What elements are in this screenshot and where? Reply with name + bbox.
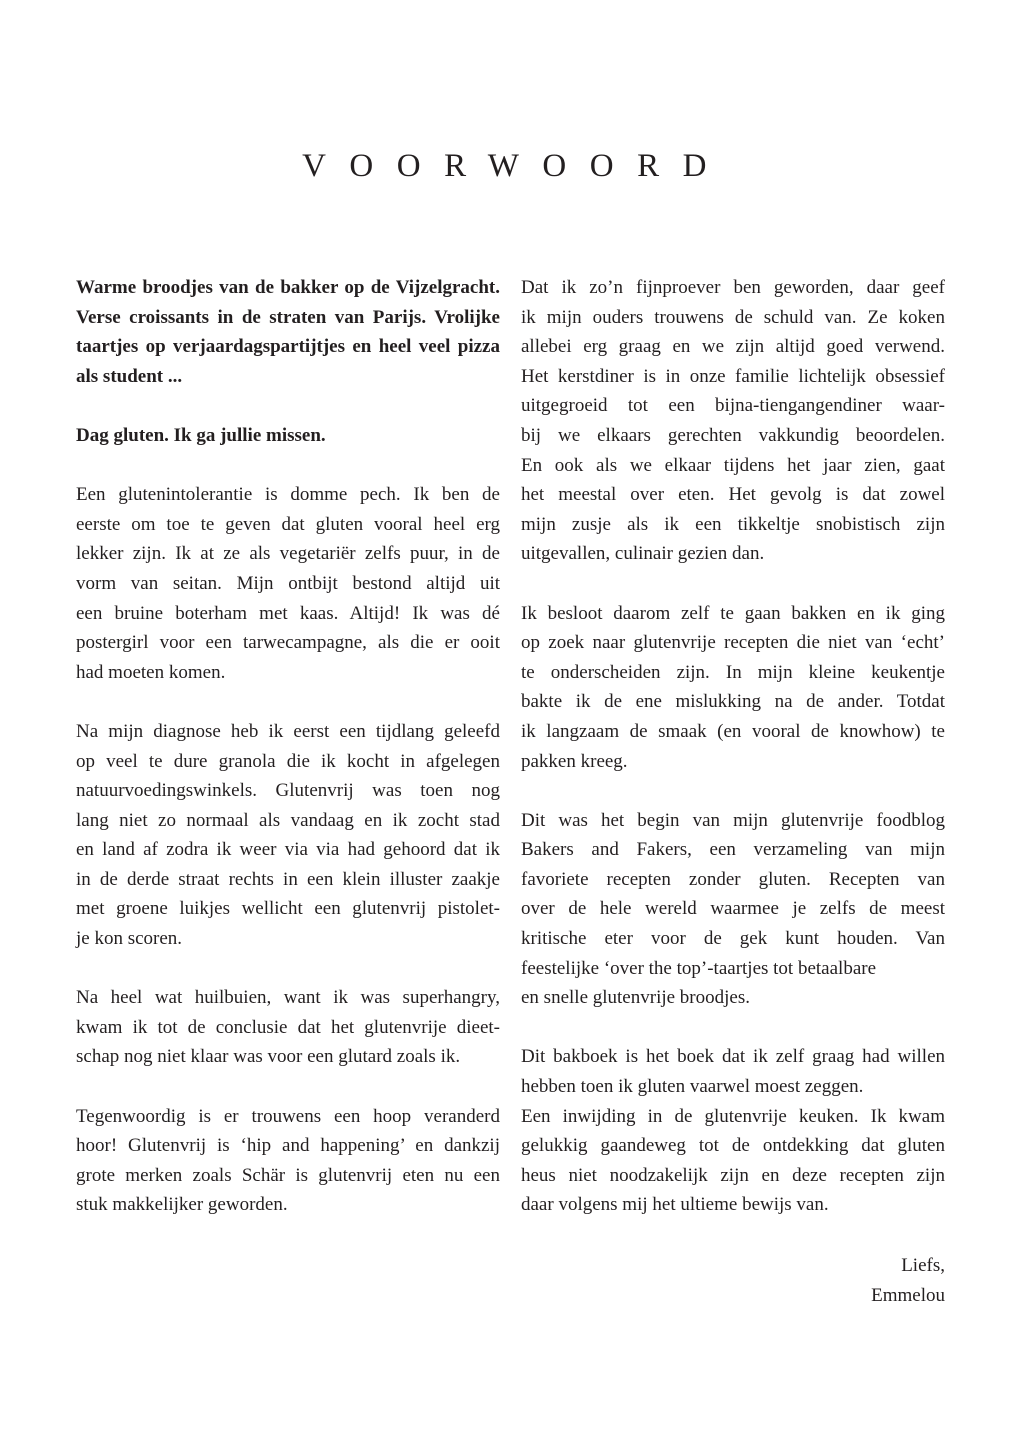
text-line: je kon scoren.: [76, 928, 183, 950]
text-line: ik langzaam de smaak (en vooral de knowhow) te: [521, 720, 945, 742]
text-line: taartjes op verjaardagspartijtjes en heel veel pizza: [76, 336, 500, 358]
text-line: favoriete recepten zonder gluten. Recepten van: [521, 868, 945, 890]
text-line: Bakers and Fakers, een verzameling van mijn: [521, 839, 945, 861]
text-line: op zoek naar glutenvrije recepten die niet van ‘echt’: [521, 632, 945, 654]
text-line: met groene luikjes wellicht een glutenvrij pistolet-: [76, 898, 500, 920]
text-line: schap nog niet klaar was voor een glutard zoals ik.: [76, 1046, 461, 1068]
text-line: uitgegroeid tot een bijna-tiengangendiner waar-: [521, 395, 945, 417]
text-line: feestelijke ‘over the top’-taartjes tot betaalbare: [521, 957, 877, 979]
text-line: Dit bakboek is het boek dat ik zelf graag had willen: [521, 1046, 945, 1068]
body-paragraph: [521, 273, 945, 569]
body-paragraph: [76, 983, 500, 1072]
intro-paragraph: [76, 273, 500, 391]
body-paragraph: [76, 480, 500, 687]
signoff-greeting: Liefs,: [901, 1255, 945, 1276]
text-line: daar volgens mij het ultieme bewijs van.: [521, 1194, 829, 1216]
text-line: eerste om toe te geven dat gluten vooral heel erg: [76, 513, 500, 535]
text-line: bakte ik de ene mislukking na de ander. Totdat: [521, 691, 945, 713]
text-line: had moeten komen.: [76, 661, 226, 683]
body-paragraph: [76, 717, 500, 954]
body-paragraph: [521, 599, 945, 777]
body-paragraph: [76, 1102, 500, 1220]
text-line: Warme broodjes van de bakker op de Vijzelgracht.: [76, 277, 500, 298]
text-line: vorm van seitan. Mijn ontbijt bestond altijd uit: [76, 572, 500, 594]
text-line: hebben toen ik gluten vaarwel moest zeggen.: [521, 1076, 864, 1098]
text-line: Een inwijding in de glutenvrije keuken. Ik kwam: [521, 1105, 945, 1127]
text-line: pakken kreeg.: [521, 750, 628, 772]
text-line: mijn zusje als ik een tikkeltje snobistisch zijn: [521, 513, 945, 535]
text-line: allebei erg graag en we zijn altijd goed verwend.: [521, 336, 945, 358]
text-line: Na heel wat huilbuien, want ik was superhangry,: [76, 987, 500, 1009]
body-paragraph: [521, 806, 945, 1013]
text-line: als student ...: [76, 365, 183, 387]
text-line: uitgevallen, culinair gezien dan.: [521, 543, 765, 565]
text-line: Het kerstdiner is in onze familie lichtelijk obsessief: [521, 365, 945, 387]
text-line: Verse croissants in de straten van Parijs. Vrolijke: [76, 306, 500, 328]
text-line: een bruine boterham met kaas. Altijd! Ik was dé: [76, 602, 500, 624]
intro-paragraph: [76, 421, 500, 451]
text-line: Een glutenintolerantie is domme pech. Ik ben de: [76, 484, 500, 506]
text-line: hoor! Glutenvrij is ‘hip and happening’ en dankzij: [76, 1135, 500, 1157]
text-line: lang niet zo normaal als vandaag en ik zocht stad: [76, 809, 500, 831]
text-line: te onderscheiden zijn. In mijn kleine keukentje: [521, 661, 945, 683]
text-line: op veel te dure granola die ik kocht in afgelegen: [76, 750, 500, 772]
page-title: VOORWOORD: [302, 148, 730, 184]
text-line: het meestal over eten. Het gevolg is dat zowel: [521, 484, 945, 506]
body-paragraph: [521, 1042, 945, 1220]
text-line: ik mijn ouders trouwens de schuld van. Ze koken: [521, 306, 945, 328]
text-line: postergirl voor een tarwecampagne, als die er ooit: [76, 632, 500, 654]
left-column: [76, 273, 500, 1250]
text-line: Dag gluten. Ik ga jullie missen.: [76, 424, 326, 446]
text-line: Dit was het begin van mijn glutenvrije foodblog: [521, 809, 945, 831]
text-line: Na mijn diagnose heb ik eerst een tijdlang geleefd: [76, 720, 500, 742]
text-line: over de hele wereld waarmee je zelfs de meest: [521, 898, 945, 920]
text-line: Tegenwoordig is er trouwens een hoop veranderd: [76, 1105, 500, 1127]
signoff: [521, 1251, 945, 1310]
text-line: kritische eter voor de gek kunt houden. Van: [521, 928, 945, 950]
text-line: bij we elkaars gerechten vakkundig beoordelen.: [521, 424, 945, 446]
text-line: En ook als we elkaar tijdens het jaar zien, gaat: [521, 454, 945, 476]
text-line: heus niet noodzakelijk zijn en deze recepten zijn: [521, 1164, 945, 1186]
text-line: Dat ik zo’n fijnproever ben geworden, daar geef: [521, 277, 945, 298]
text-line: lekker zijn. Ik at ze als vegetariër zelfs puur, in de: [76, 543, 500, 565]
text-line: gelukkig gaandeweg tot de ontdekking dat gluten: [521, 1135, 945, 1157]
text-line: grote merken zoals Schär is glutenvrij eten nu een: [76, 1164, 500, 1186]
signoff-name: Emmelou: [871, 1284, 945, 1306]
text-line: natuurvoedingswinkels. Glutenvrij was toen nog: [76, 780, 500, 802]
text-line: kwam ik tot de conclusie dat het glutenvrije dieet-: [76, 1016, 500, 1038]
text-line: Ik besloot daarom zelf te gaan bakken en ik ging: [521, 602, 945, 624]
text-line: en land af zodra ik weer via via had gehoord dat ik: [76, 839, 500, 861]
text-line: en snelle glutenvrije broodjes.: [521, 987, 750, 1009]
right-column: [521, 273, 945, 1250]
text-line: in de derde straat rechts in een klein illuster zaakje: [76, 868, 500, 890]
text-line: stuk makkelijker geworden.: [76, 1194, 288, 1216]
